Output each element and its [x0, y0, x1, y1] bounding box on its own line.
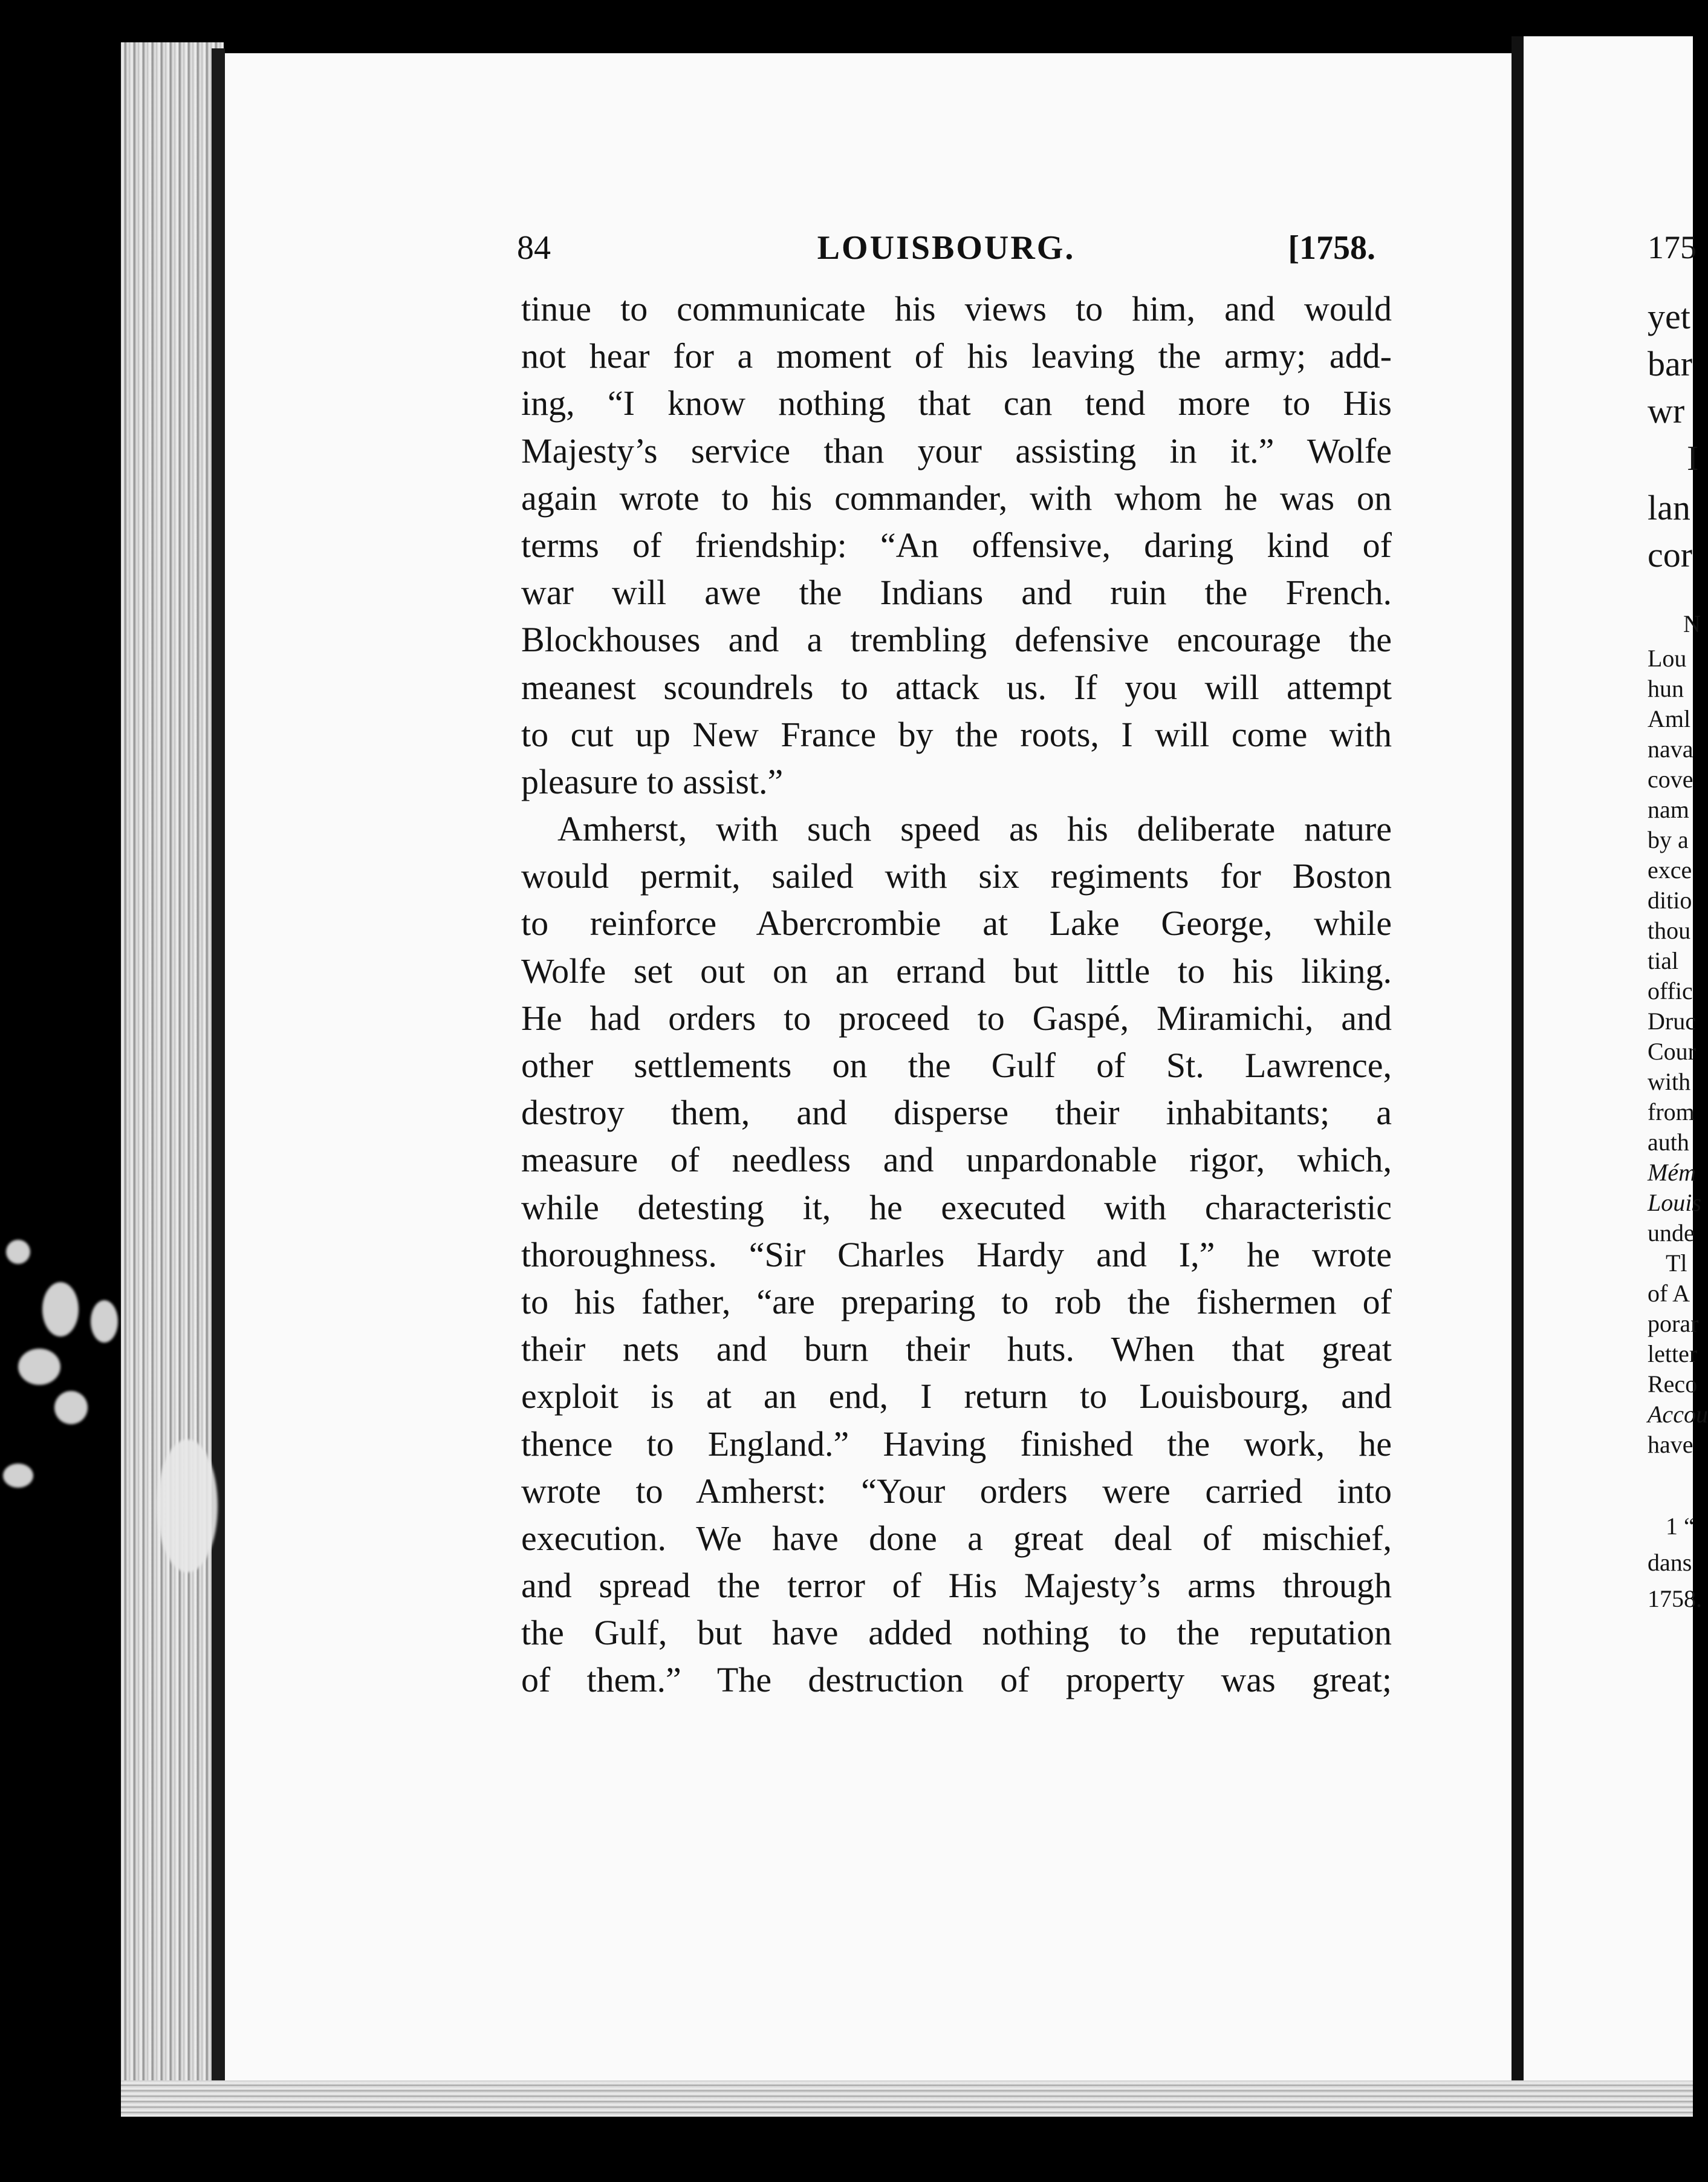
text-line: pleasure to assist.” [521, 761, 784, 801]
next-page-fragment: auth [1648, 1128, 1689, 1156]
next-page-fragment: Louis [1648, 1189, 1701, 1216]
text-line: ing, “I know nothing that can tend more to His [521, 383, 1392, 423]
scan-noise [42, 1282, 79, 1337]
text-line: of them.” The destruction of property was great; [521, 1660, 1392, 1700]
next-page-fragment: cove [1648, 766, 1693, 793]
text-line: war will awe the Indians and ruin the French. [521, 573, 1392, 613]
next-page-fragment: bar [1648, 344, 1693, 383]
text-line: to his father, “are preparing to rob the fishermen of [521, 1282, 1392, 1321]
book-page-edges [121, 42, 224, 2080]
next-page-fragment: yet [1648, 297, 1690, 336]
next-page-fragment: offic [1648, 977, 1693, 1005]
next-page-fragment: with [1648, 1068, 1691, 1095]
text-line: not hear for a moment of his leaving the army; add- [521, 336, 1392, 376]
text-line: to reinforce Abercrombie at Lake George, while [521, 904, 1392, 943]
text-line: while detesting it, he executed with characteristic [521, 1187, 1392, 1227]
next-page-fragment: cor [1648, 535, 1693, 575]
next-page-fragment: Druc [1648, 1008, 1696, 1035]
next-page-fragment: 1758. [1648, 1585, 1702, 1612]
text-line: other settlements on the Gulf of St. Lawrence, [521, 1046, 1392, 1085]
text-line: Majesty’s service than your assisting in it.” Wolfe [521, 431, 1392, 471]
text-line: wrote to Amherst: “Your orders were carried into [521, 1471, 1392, 1511]
next-page-head: 175 [1648, 229, 1697, 265]
text-line: would permit, sailed with six regiments for Boston [521, 856, 1392, 896]
text-line: Wolfe set out on an errand but little to his liking. [521, 951, 1392, 991]
text-line: thence to England.” Having finished the work, he [521, 1424, 1392, 1464]
next-page-fragment: thou [1648, 917, 1691, 944]
text-line: thoroughness. “Sir Charles Hardy and I,” he wrote [521, 1234, 1392, 1274]
body-text [521, 285, 1392, 1704]
running-title: LOUISBOURG. [817, 229, 1076, 267]
next-page-fragment: nam [1648, 796, 1689, 823]
next-page-fragment: by a [1648, 826, 1689, 853]
next-page-fragment: from [1648, 1098, 1695, 1125]
text-line: tinue to communicate his views to him, and would [521, 289, 1392, 328]
text-line: Blockhouses and a trembling defensive encourage the [521, 620, 1392, 660]
next-page-fragment: N [1683, 610, 1701, 637]
next-page-fragment: Accou [1648, 1401, 1708, 1428]
scan-noise [18, 1349, 60, 1385]
scan-background-bottom [0, 2117, 1693, 2182]
next-page-fragment: Cour [1648, 1038, 1696, 1065]
next-page-fragment: of A [1648, 1280, 1690, 1307]
scan-noise [6, 1240, 30, 1264]
text-line: meanest scoundrels to attack us. If you will attempt [521, 667, 1392, 707]
text-line: measure of needless and unpardonable rigor, which, [521, 1140, 1392, 1180]
running-year: [1758. [1288, 229, 1375, 267]
text-line: exploit is at an end, I return to Louisbourg, and [521, 1376, 1392, 1416]
next-page-fragment: ditio [1648, 887, 1692, 914]
text-line: He had orders to proceed to Gaspé, Miramichi, and [521, 998, 1392, 1038]
text-line: to cut up New France by the roots, I will come with [521, 714, 1392, 754]
next-page-fragment: I [1687, 438, 1699, 478]
next-page-fragment: 1 “ [1666, 1513, 1695, 1540]
text-line: Amherst, with such speed as his deliberate nature [557, 809, 1392, 849]
text-line: again wrote to his commander, with whom he was on [521, 478, 1392, 518]
next-page-fragment: exce [1648, 856, 1692, 884]
next-page-fragment: dans [1648, 1549, 1692, 1576]
scan-noise [157, 1439, 218, 1572]
next-page-fragment: wr [1648, 391, 1685, 431]
text-line: and spread the terror of His Majesty’s arms through [521, 1566, 1392, 1606]
bottom-page-edges [121, 2080, 1693, 2117]
next-page-fragment: tial [1648, 947, 1679, 974]
scan-noise [3, 1464, 33, 1488]
next-page-fragment: Mém [1648, 1159, 1696, 1186]
scan-noise [54, 1391, 88, 1424]
next-page-fragment: lan [1648, 488, 1690, 527]
text-line: their nets and burn their huts. When that great [521, 1329, 1392, 1369]
gutter-shadow [212, 48, 225, 2080]
next-page-fragment: Lou [1648, 645, 1687, 672]
scan-noise [91, 1300, 118, 1343]
next-page-fragment: nava [1648, 735, 1693, 763]
next-page-fragment: have [1648, 1431, 1693, 1458]
page-number: 84 [517, 229, 551, 267]
next-page-fragment: unde [1648, 1219, 1695, 1246]
next-page-fragment: porar [1648, 1310, 1699, 1337]
next-page-fragment: hun [1648, 675, 1684, 702]
next-page-fragment: Tl [1666, 1249, 1687, 1277]
text-line: execution. We have done a great deal of mischief, [521, 1518, 1392, 1558]
next-page-fragment: letter [1648, 1340, 1698, 1367]
running-head [517, 229, 1375, 271]
text-line: the Gulf, but have added nothing to the reputation [521, 1613, 1392, 1653]
next-page-fragment: Aml [1648, 705, 1691, 732]
text-line: terms of friendship: “An offensive, daring kind of [521, 525, 1392, 565]
next-page-fragment: Reco [1648, 1370, 1698, 1398]
text-line: destroy them, and disperse their inhabitants; a [521, 1093, 1392, 1133]
